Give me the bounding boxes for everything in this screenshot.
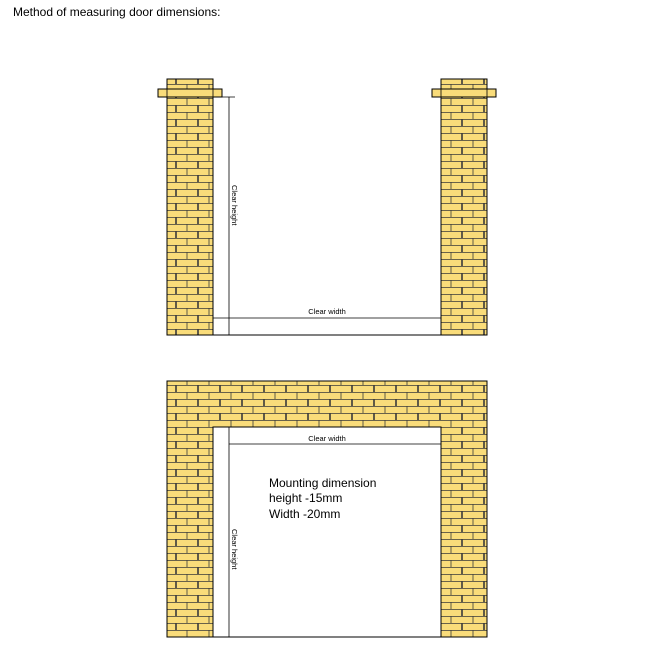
mounting-width-note: Width -20mm	[269, 507, 341, 521]
right-pillar-cap	[432, 89, 496, 97]
bottom-clear-height-label: Clear height	[230, 529, 239, 570]
top-clear-height-label: Clear height	[230, 185, 239, 226]
top-clear-width-label: Clear width	[308, 307, 346, 316]
door-opening	[213, 427, 441, 637]
bottom-diagram	[167, 381, 487, 637]
top-diagram	[158, 79, 496, 335]
bottom-clear-width-label: Clear width	[308, 434, 346, 443]
page-title: Method of measuring door dimensions:	[13, 5, 221, 19]
left-brick-pillar	[167, 79, 213, 335]
mounting-dimension-title: Mounting dimension	[269, 476, 377, 490]
left-pillar-cap	[158, 89, 222, 97]
mounting-height-note: height -15mm	[269, 491, 343, 505]
right-brick-pillar	[441, 79, 487, 335]
